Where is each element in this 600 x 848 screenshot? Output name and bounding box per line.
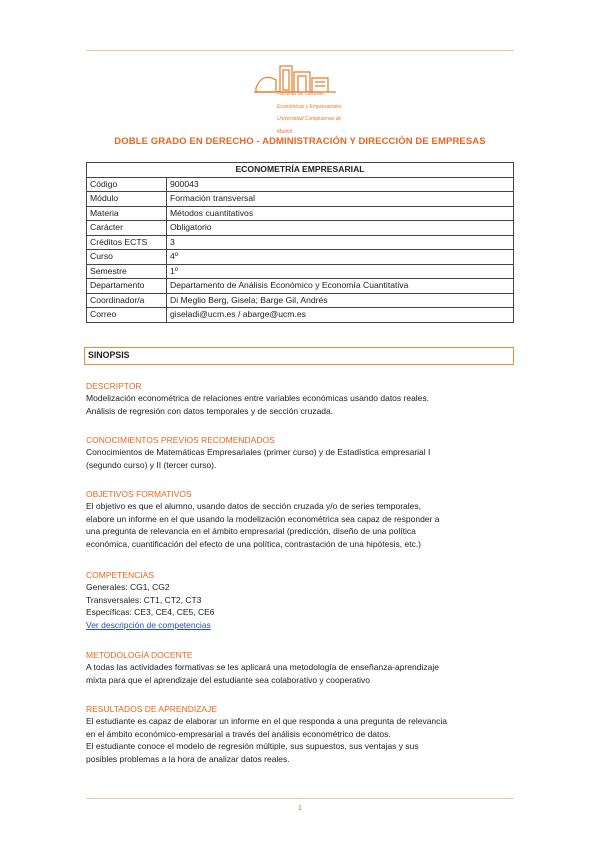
table-row (87, 235, 514, 250)
table-row (87, 308, 514, 323)
row-value: Obligatorio (167, 221, 514, 236)
table-header-row (87, 163, 514, 178)
table-row (87, 221, 514, 236)
table-row (87, 192, 514, 207)
text-line: A todas las actividades formativas se les aplicará una metodología de enseñanza-aprendizaje (86, 662, 439, 672)
section-title: DESCRIPTOR (86, 381, 142, 391)
row-label: Créditos ECTS (87, 235, 167, 250)
row-value: giseladi@ucm.es / abarge@ucm.es (167, 308, 514, 323)
text-line: Análisis de regresión con datos temporales y de sección cruzada. (86, 405, 334, 416)
row-label: Correo (87, 308, 167, 323)
table-row (87, 279, 514, 294)
text-line: Específicas: CE3, CE4, CE5, CE6 (86, 607, 215, 617)
logo-line: Facultad de Ciencias (277, 91, 324, 97)
metodologia-section (86, 649, 514, 686)
table-row (87, 264, 514, 279)
logo-line: Universidad Complutense de Madrid (277, 116, 342, 135)
row-value: 4º (167, 250, 514, 265)
table-row (87, 250, 514, 265)
text-line: elabore un informe en el que usando la modelización econométrica sea capaz de responder a (86, 513, 440, 524)
descriptor-section (86, 380, 514, 417)
row-value: Métodos cuantitativos (167, 206, 514, 221)
row-value: Di Meglio Berg, Gisela; Barge Gil, Andrés (167, 293, 514, 308)
competencias-section (86, 569, 514, 631)
table-row (87, 293, 514, 308)
row-label: Materia (87, 206, 167, 221)
text-line: Generales: CG1, CG2 (86, 582, 170, 592)
row-label: Coordinador/a (87, 293, 167, 308)
conocimientos-section (86, 434, 514, 471)
degree-title: DOBLE GRADO EN DERECHO - ADMINISTRACIÓN Y DIRECCIÓN DE EMPRESAS (114, 136, 486, 147)
row-label: Departamento (87, 279, 167, 294)
text-line: una pregunta de relevancia en el ámbito empresarial (predicción, diseño de una política (86, 526, 416, 536)
row-value: Formación transversal (167, 192, 514, 207)
section-body (86, 715, 514, 765)
text-line: El estudiante es capaz de elaborar un informe en el que responda a una pregunta de relevancia (86, 716, 448, 726)
competencias-link[interactable]: Ver descripción de competencias (86, 619, 211, 630)
row-label: Módulo (87, 192, 167, 207)
section-body (86, 661, 514, 686)
section-body (86, 446, 514, 471)
text-line: económica, cuantificación del efecto de una política, contrastación de una hipótesis, etc.) (86, 538, 422, 549)
section-title: COMPETENCIAS (86, 570, 155, 580)
section-body (86, 500, 514, 550)
row-label: Código (87, 177, 167, 192)
row-label: Semestre (87, 264, 167, 279)
sinopsis-header: SINOPSIS (84, 347, 514, 365)
row-value: 3 (167, 235, 514, 250)
text-line: Modelización econométrica de relaciones entre variables económicas usando datos reales. (86, 393, 430, 403)
table-row (87, 206, 514, 221)
section-title: RESULTADOS DE APRENDIZAJE (86, 704, 217, 714)
section-body (86, 581, 514, 631)
resultados-section (86, 703, 514, 765)
page-number: 1 (297, 803, 303, 812)
text-line: El estudiante conoce el modelo de regresión múltiple, sus supuestos, sus ventajas y sus (86, 741, 419, 751)
course-title: ECONOMETRÍA EMPRESARIAL (87, 163, 514, 178)
text-line: Transversales: CT1, CT2, CT3 (86, 594, 202, 605)
text-line: mixta para que el aprendizaje del estudiante sea colaborativo y cooperativo (86, 674, 370, 685)
objetivos-section (86, 488, 514, 550)
text-line: en el ámbito económico-empresarial a través del análisis econométrico de datos. (86, 728, 391, 739)
bottom-rule (86, 798, 514, 799)
text-line: posibles problemas a la hora de analizar datos reales. (86, 753, 290, 764)
logo-text (277, 88, 357, 138)
row-value: 1º (167, 264, 514, 279)
text-line: Conocimientos de Matemáticas Empresariales (primer curso) y de Estadística empresarial I (86, 447, 431, 457)
row-label: Carácter (87, 221, 167, 236)
top-rule (86, 50, 514, 51)
section-title: CONOCIMIENTOS PREVIOS RECOMENDADOS (86, 435, 275, 445)
row-label: Curso (87, 250, 167, 265)
section-title: METODOLOGÍA DOCENTE (86, 650, 193, 660)
text-line: El objetivo es que el alumno, usando datos de sección cruzada y/o de series temporales, (86, 501, 422, 511)
section-title: OBJETIVOS FORMATIVOS (86, 489, 192, 499)
table-row (87, 177, 514, 192)
row-value: Departamento de Análisis Económico y Economía Cuantitativa (167, 279, 514, 294)
course-info-table (86, 162, 514, 323)
section-body (86, 392, 514, 417)
logo-line: Económicas y Empresariales (277, 103, 342, 110)
text-line: (segundo curso) y II (tercer curso). (86, 459, 217, 470)
row-value: 900043 (167, 177, 514, 192)
